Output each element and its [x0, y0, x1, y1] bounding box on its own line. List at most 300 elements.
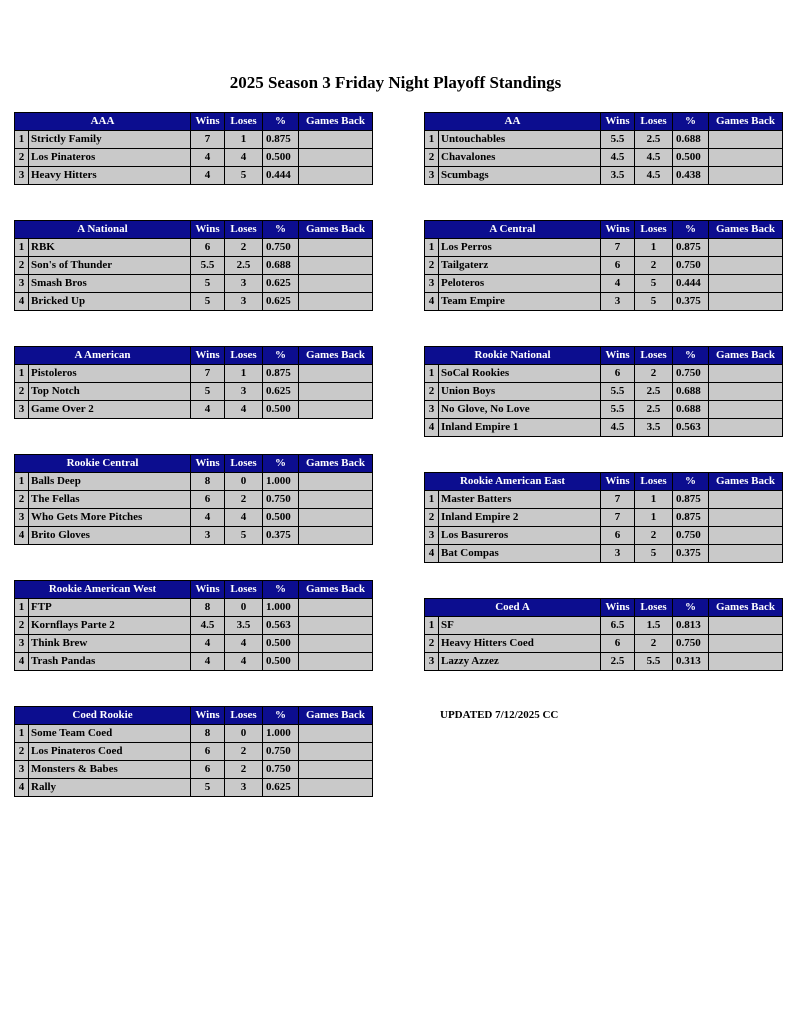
loses-cell: 4: [225, 149, 263, 167]
wins-cell: 4: [191, 509, 225, 527]
loses-header: Loses: [225, 455, 263, 473]
loses-cell: 4: [225, 653, 263, 671]
wins-header: Wins: [601, 473, 635, 491]
table-row: [15, 149, 373, 167]
rank-cell: 3: [425, 527, 439, 545]
wins-cell: 7: [601, 239, 635, 257]
standings-table: [14, 346, 373, 419]
table-row: [15, 635, 373, 653]
games-back-header: Games Back: [299, 113, 373, 131]
pct-cell: 0.375: [673, 545, 709, 563]
wins-cell: 3: [191, 527, 225, 545]
games-back-cell: [709, 383, 783, 401]
loses-cell: 2.5: [635, 401, 673, 419]
wins-cell: 4.5: [191, 617, 225, 635]
team-name: Los Pinateros: [29, 149, 191, 167]
header-row: [15, 707, 373, 725]
pct-cell: 0.625: [263, 293, 299, 311]
table-row: [15, 131, 373, 149]
division-name: A American: [15, 347, 191, 365]
games-back-cell: [299, 509, 373, 527]
pct-cell: 0.750: [263, 743, 299, 761]
team-name: Inland Empire 2: [439, 509, 601, 527]
wins-cell: 4: [191, 635, 225, 653]
wins-header: Wins: [191, 581, 225, 599]
rank-cell: 2: [15, 491, 29, 509]
wins-cell: 5.5: [601, 131, 635, 149]
table-row: [425, 131, 783, 149]
loses-cell: 3: [225, 275, 263, 293]
loses-cell: 2: [225, 491, 263, 509]
table-row: [425, 365, 783, 383]
team-name: Heavy Hitters: [29, 167, 191, 185]
loses-cell: 2: [635, 365, 673, 383]
rank-cell: 3: [15, 635, 29, 653]
games-back-cell: [709, 275, 783, 293]
table-row: [15, 275, 373, 293]
loses-header: Loses: [225, 113, 263, 131]
team-name: Scumbags: [439, 167, 601, 185]
wins-cell: 4: [191, 401, 225, 419]
table-row: [15, 365, 373, 383]
rank-cell: 1: [15, 473, 29, 491]
wins-header: Wins: [601, 347, 635, 365]
team-name: Untouchables: [439, 131, 601, 149]
pct-cell: 0.750: [263, 761, 299, 779]
table-row: [425, 167, 783, 185]
games-back-cell: [299, 635, 373, 653]
wins-cell: 6: [601, 365, 635, 383]
loses-cell: 4: [225, 509, 263, 527]
team-name: Chavalones: [439, 149, 601, 167]
games-back-header: Games Back: [709, 473, 783, 491]
games-back-cell: [709, 149, 783, 167]
rank-cell: 2: [15, 617, 29, 635]
games-back-cell: [299, 617, 373, 635]
team-name: Brito Gloves: [29, 527, 191, 545]
wins-cell: 5: [191, 275, 225, 293]
rank-cell: 2: [425, 257, 439, 275]
games-back-cell: [299, 293, 373, 311]
loses-cell: 2: [225, 743, 263, 761]
games-back-cell: [299, 401, 373, 419]
loses-cell: 1: [635, 491, 673, 509]
division-name: Rookie Central: [15, 455, 191, 473]
table-row: [15, 779, 373, 797]
loses-header: Loses: [635, 473, 673, 491]
table-row: [425, 401, 783, 419]
pct-cell: 0.688: [673, 383, 709, 401]
table-row: [15, 617, 373, 635]
games-back-header: Games Back: [299, 707, 373, 725]
header-row: [425, 221, 783, 239]
pct-cell: 0.750: [263, 239, 299, 257]
rank-cell: 1: [425, 131, 439, 149]
rank-cell: 2: [425, 509, 439, 527]
pct-cell: 0.750: [673, 365, 709, 383]
table-row: [425, 383, 783, 401]
table-row: [15, 167, 373, 185]
team-name: Game Over 2: [29, 401, 191, 419]
table-row: [15, 473, 373, 491]
games-back-cell: [709, 401, 783, 419]
loses-cell: 1.5: [635, 617, 673, 635]
table-row: [425, 509, 783, 527]
pct-cell: 0.875: [673, 491, 709, 509]
rank-cell: 4: [15, 653, 29, 671]
games-back-header: Games Back: [709, 221, 783, 239]
rank-cell: 1: [15, 599, 29, 617]
games-back-cell: [709, 257, 783, 275]
team-name: Peloteros: [439, 275, 601, 293]
loses-cell: 2.5: [635, 383, 673, 401]
wins-header: Wins: [191, 221, 225, 239]
pct-cell: 0.750: [263, 491, 299, 509]
wins-cell: 4.5: [601, 419, 635, 437]
wins-cell: 5.5: [191, 257, 225, 275]
rank-cell: 3: [15, 401, 29, 419]
table-row: [15, 257, 373, 275]
pct-cell: 0.688: [673, 401, 709, 419]
pct-cell: 0.500: [263, 653, 299, 671]
pct-cell: 0.813: [673, 617, 709, 635]
division-name: Rookie National: [425, 347, 601, 365]
table-row: [425, 293, 783, 311]
page-title: 2025 Season 3 Friday Night Playoff Standings: [229, 73, 562, 92]
loses-cell: 3: [225, 383, 263, 401]
team-name: RBK: [29, 239, 191, 257]
wins-cell: 3.5: [601, 167, 635, 185]
rank-cell: 4: [15, 293, 29, 311]
rank-cell: 2: [15, 383, 29, 401]
team-name: Rally: [29, 779, 191, 797]
team-name: Monsters & Babes: [29, 761, 191, 779]
games-back-cell: [299, 257, 373, 275]
loses-cell: 1: [635, 509, 673, 527]
loses-cell: 2: [635, 527, 673, 545]
loses-cell: 2.5: [225, 257, 263, 275]
loses-cell: 0: [225, 599, 263, 617]
rank-cell: 1: [425, 491, 439, 509]
games-back-header: Games Back: [709, 599, 783, 617]
team-name: Kornflays Parte 2: [29, 617, 191, 635]
rank-cell: 2: [425, 635, 439, 653]
games-back-cell: [299, 725, 373, 743]
wins-header: Wins: [191, 455, 225, 473]
loses-cell: 5: [225, 167, 263, 185]
games-back-header: Games Back: [299, 347, 373, 365]
standings-table: [14, 706, 373, 797]
team-name: SoCal Rookies: [439, 365, 601, 383]
header-row: [425, 473, 783, 491]
division-name: A Central: [425, 221, 601, 239]
loses-header: Loses: [225, 707, 263, 725]
loses-cell: 3: [225, 293, 263, 311]
wins-cell: 6: [601, 527, 635, 545]
wins-cell: 4: [601, 275, 635, 293]
wins-cell: 5.5: [601, 401, 635, 419]
wins-cell: 6: [191, 239, 225, 257]
pct-cell: 0.444: [673, 275, 709, 293]
rank-cell: 2: [425, 383, 439, 401]
wins-header: Wins: [601, 113, 635, 131]
pct-cell: 0.500: [263, 149, 299, 167]
team-name: Heavy Hitters Coed: [439, 635, 601, 653]
games-back-cell: [709, 293, 783, 311]
pct-header: %: [263, 581, 299, 599]
team-name: Bat Compas: [439, 545, 601, 563]
table-row: [15, 743, 373, 761]
pct-cell: 0.563: [673, 419, 709, 437]
games-back-header: Games Back: [299, 221, 373, 239]
games-back-cell: [299, 131, 373, 149]
wins-cell: 7: [191, 365, 225, 383]
standings-table: [424, 346, 783, 437]
standings-table: [424, 472, 783, 563]
loses-cell: 3.5: [635, 419, 673, 437]
team-name: Think Brew: [29, 635, 191, 653]
wins-cell: 5: [191, 779, 225, 797]
rank-cell: 2: [15, 149, 29, 167]
games-back-header: Games Back: [299, 581, 373, 599]
games-back-cell: [299, 239, 373, 257]
rank-cell: 4: [425, 293, 439, 311]
team-name: Los Pinateros Coed: [29, 743, 191, 761]
games-back-cell: [709, 635, 783, 653]
table-row: [425, 257, 783, 275]
rank-cell: 2: [15, 743, 29, 761]
games-back-cell: [299, 599, 373, 617]
table-row: [15, 509, 373, 527]
games-back-cell: [709, 653, 783, 671]
loses-header: Loses: [635, 221, 673, 239]
rank-cell: 3: [15, 167, 29, 185]
rank-cell: 3: [15, 761, 29, 779]
division-name: AA: [425, 113, 601, 131]
loses-cell: 2.5: [635, 131, 673, 149]
games-back-cell: [709, 527, 783, 545]
pct-header: %: [673, 113, 709, 131]
rank-cell: 3: [425, 401, 439, 419]
games-back-cell: [709, 131, 783, 149]
team-name: Top Notch: [29, 383, 191, 401]
team-name: Trash Pandas: [29, 653, 191, 671]
pct-header: %: [263, 455, 299, 473]
rank-cell: 1: [15, 365, 29, 383]
rank-cell: 1: [15, 131, 29, 149]
wins-cell: 2.5: [601, 653, 635, 671]
loses-cell: 0: [225, 725, 263, 743]
rank-cell: 1: [425, 365, 439, 383]
wins-cell: 6: [191, 491, 225, 509]
wins-cell: 8: [191, 473, 225, 491]
table-row: [425, 545, 783, 563]
team-name: Son's of Thunder: [29, 257, 191, 275]
loses-cell: 0: [225, 473, 263, 491]
rank-cell: 4: [15, 527, 29, 545]
loses-header: Loses: [635, 347, 673, 365]
table-row: [15, 293, 373, 311]
division-name: AAA: [15, 113, 191, 131]
games-back-cell: [299, 743, 373, 761]
wins-cell: 6: [191, 761, 225, 779]
pct-header: %: [673, 221, 709, 239]
team-name: Some Team Coed: [29, 725, 191, 743]
loses-cell: 4: [225, 635, 263, 653]
wins-cell: 4: [191, 149, 225, 167]
team-name: SF: [439, 617, 601, 635]
loses-header: Loses: [635, 113, 673, 131]
rank-cell: 3: [425, 275, 439, 293]
header-row: [15, 221, 373, 239]
pct-cell: 0.875: [263, 365, 299, 383]
loses-cell: 1: [635, 239, 673, 257]
wins-cell: 8: [191, 599, 225, 617]
division-name: Rookie American East: [425, 473, 601, 491]
team-name: Pistoleros: [29, 365, 191, 383]
pct-header: %: [263, 347, 299, 365]
loses-cell: 5: [635, 275, 673, 293]
team-name: Los Perros: [439, 239, 601, 257]
wins-cell: 7: [601, 491, 635, 509]
games-back-cell: [299, 779, 373, 797]
table-row: [15, 383, 373, 401]
loses-cell: 5: [635, 545, 673, 563]
team-name: Team Empire: [439, 293, 601, 311]
team-name: Los Basureros: [439, 527, 601, 545]
wins-header: Wins: [601, 599, 635, 617]
rank-cell: 2: [425, 149, 439, 167]
pct-cell: 0.688: [263, 257, 299, 275]
pct-header: %: [263, 221, 299, 239]
pct-header: %: [673, 347, 709, 365]
games-back-cell: [299, 383, 373, 401]
table-row: [425, 527, 783, 545]
rank-cell: 1: [425, 617, 439, 635]
table-row: [425, 635, 783, 653]
wins-cell: 6: [601, 635, 635, 653]
loses-cell: 5: [635, 293, 673, 311]
header-row: [425, 347, 783, 365]
loses-header: Loses: [225, 347, 263, 365]
pct-header: %: [263, 113, 299, 131]
loses-header: Loses: [225, 581, 263, 599]
standings-table: [424, 220, 783, 311]
pct-cell: 0.563: [263, 617, 299, 635]
rank-cell: 3: [15, 509, 29, 527]
pct-cell: 0.750: [673, 257, 709, 275]
table-row: [15, 527, 373, 545]
pct-cell: 0.750: [673, 527, 709, 545]
table-row: [425, 419, 783, 437]
loses-cell: 4: [225, 401, 263, 419]
team-name: Bricked Up: [29, 293, 191, 311]
wins-cell: 3: [601, 545, 635, 563]
wins-cell: 6: [601, 257, 635, 275]
loses-cell: 4.5: [635, 149, 673, 167]
team-name: Strictly Family: [29, 131, 191, 149]
rank-cell: 2: [15, 257, 29, 275]
pct-header: %: [673, 473, 709, 491]
games-back-cell: [299, 491, 373, 509]
loses-cell: 4.5: [635, 167, 673, 185]
division-name: Coed A: [425, 599, 601, 617]
wins-header: Wins: [191, 347, 225, 365]
wins-cell: 5: [191, 293, 225, 311]
pct-cell: 0.375: [673, 293, 709, 311]
wins-header: Wins: [191, 113, 225, 131]
wins-cell: 4: [191, 653, 225, 671]
header-row: [15, 581, 373, 599]
table-row: [425, 653, 783, 671]
division-name: A National: [15, 221, 191, 239]
games-back-cell: [299, 149, 373, 167]
standings-table: [14, 112, 373, 185]
rank-cell: 1: [15, 725, 29, 743]
team-name: No Glove, No Love: [439, 401, 601, 419]
header-row: [15, 455, 373, 473]
games-back-cell: [299, 275, 373, 293]
games-back-cell: [299, 473, 373, 491]
pct-cell: 0.625: [263, 779, 299, 797]
loses-header: Loses: [225, 221, 263, 239]
pct-cell: 0.688: [673, 131, 709, 149]
pct-cell: 0.750: [673, 635, 709, 653]
wins-cell: 8: [191, 725, 225, 743]
games-back-header: Games Back: [709, 113, 783, 131]
pct-cell: 0.500: [263, 509, 299, 527]
team-name: Balls Deep: [29, 473, 191, 491]
wins-cell: 6: [191, 743, 225, 761]
rank-cell: 3: [425, 653, 439, 671]
pct-cell: 0.625: [263, 275, 299, 293]
pct-header: %: [263, 707, 299, 725]
loses-cell: 2: [635, 257, 673, 275]
team-name: Smash Bros: [29, 275, 191, 293]
wins-cell: 4.5: [601, 149, 635, 167]
games-back-cell: [709, 509, 783, 527]
pct-cell: 0.500: [263, 635, 299, 653]
pct-cell: 0.500: [263, 401, 299, 419]
standings-table: [424, 112, 783, 185]
table-row: [15, 725, 373, 743]
rank-cell: 4: [15, 779, 29, 797]
loses-cell: 2: [225, 761, 263, 779]
pct-cell: 1.000: [263, 725, 299, 743]
rank-cell: 4: [425, 545, 439, 563]
team-name: Union Boys: [439, 383, 601, 401]
standings-table: [424, 598, 783, 671]
games-back-cell: [709, 491, 783, 509]
header-row: [15, 113, 373, 131]
pct-header: %: [673, 599, 709, 617]
pct-cell: 1.000: [263, 599, 299, 617]
table-row: [15, 761, 373, 779]
loses-cell: 3: [225, 779, 263, 797]
division-name: Coed Rookie: [15, 707, 191, 725]
wins-header: Wins: [601, 221, 635, 239]
standings-table: [14, 454, 373, 545]
pct-cell: 0.500: [673, 149, 709, 167]
pct-cell: 0.313: [673, 653, 709, 671]
standings-table: [14, 580, 373, 671]
team-name: The Fellas: [29, 491, 191, 509]
table-row: [15, 239, 373, 257]
pct-cell: 0.875: [263, 131, 299, 149]
loses-cell: 2: [225, 239, 263, 257]
pct-cell: 1.000: [263, 473, 299, 491]
loses-cell: 5: [225, 527, 263, 545]
